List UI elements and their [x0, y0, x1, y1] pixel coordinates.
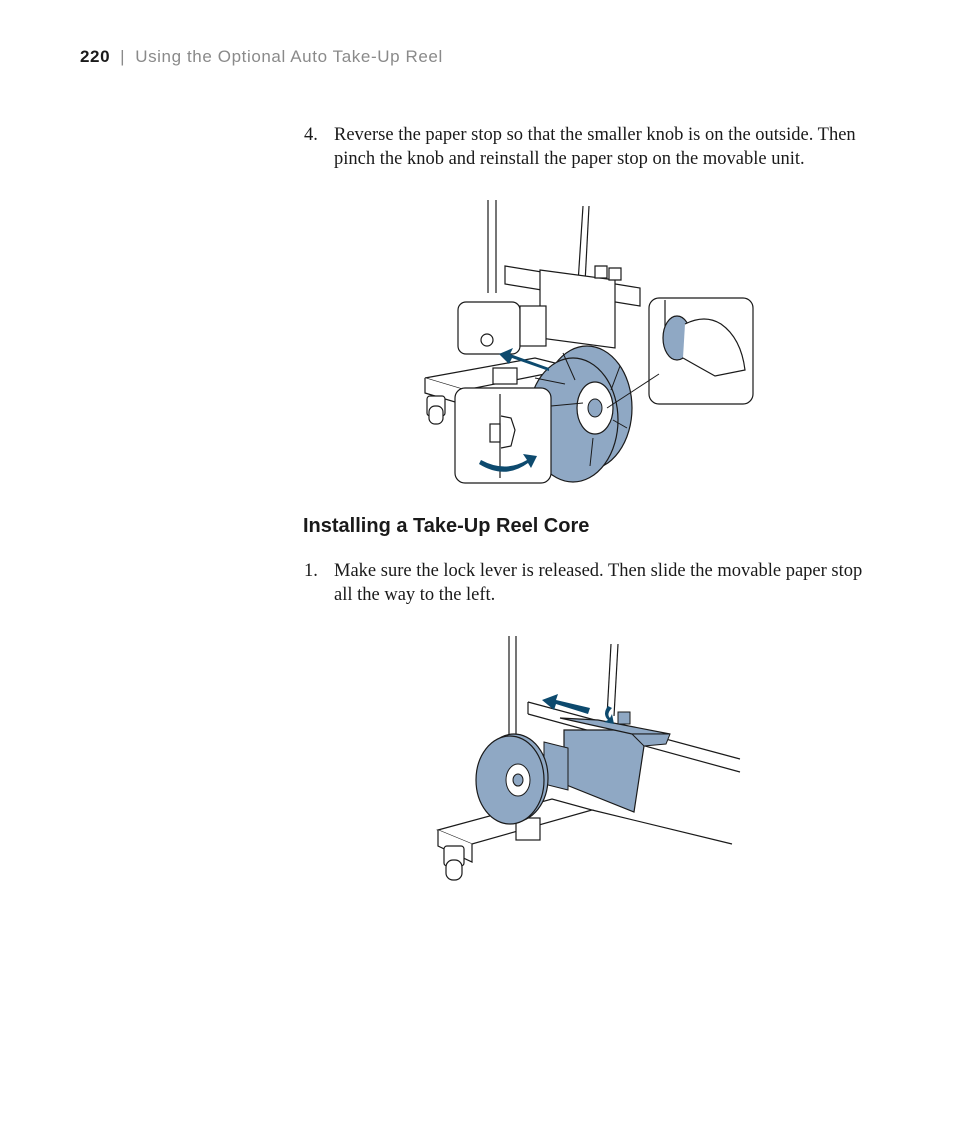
section-heading: Installing a Take-Up Reel Core [303, 515, 590, 537]
step-number: 1. [304, 561, 318, 581]
page-number: 220 [80, 47, 111, 66]
step-text: Make sure the lock lever is released. Then slide the movable paper stop all the way to the left. [334, 561, 863, 605]
header-separator: | [120, 47, 126, 66]
step-number: 4. [304, 125, 318, 145]
step-text: Reverse the paper stop so that the smaller knob is on the outside. Then pinch the knob and reinstall the paper stop on the movable unit. [334, 125, 856, 169]
reinstall-paper-stop-illustration [415, 198, 760, 488]
slide-movable-paper-stop-illustration [432, 634, 747, 886]
chapter-title: Using the Optional Auto Take-Up Reel [135, 47, 443, 66]
running-header [80, 47, 443, 67]
